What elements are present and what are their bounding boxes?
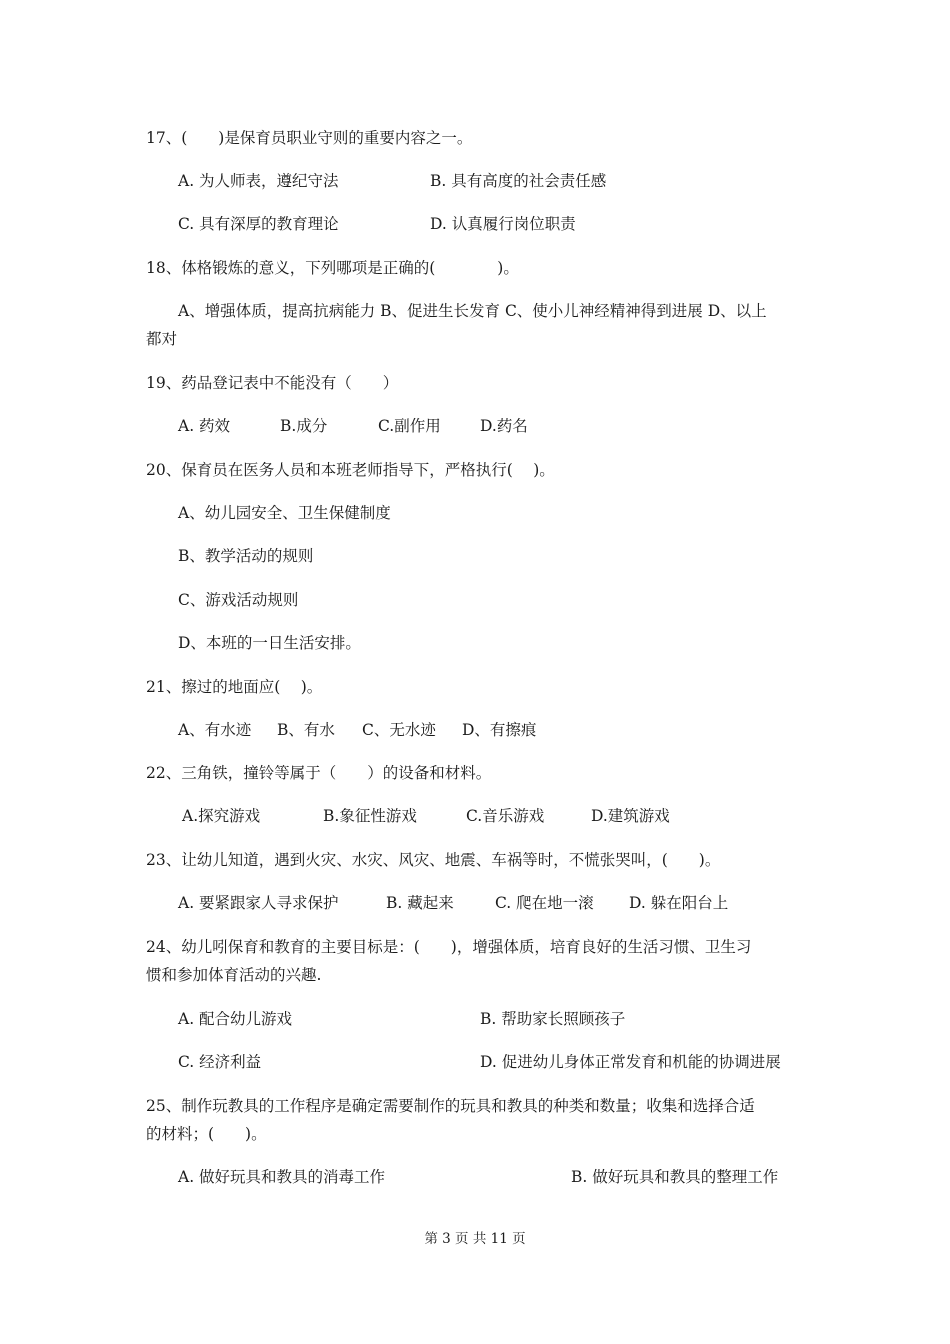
- q24-stem-line2: 惯和参加体育活动的兴趣.: [146, 966, 322, 984]
- q25-option-b: B. 做好玩具和教具的整理工作: [571, 1168, 779, 1186]
- q25-stem-line2: 的材料；( )。: [146, 1125, 267, 1143]
- q24-option-c: C. 经济利益: [178, 1053, 262, 1071]
- q25-option-a: A. 做好玩具和教具的消毒工作: [178, 1168, 386, 1186]
- q17-option-c: C. 具有深厚的教育理论: [178, 215, 339, 233]
- q18-options-line2: 都对: [146, 330, 178, 348]
- q20-stem: 20、保育员在医务人员和本班老师指导下，严格执行( )。: [146, 461, 555, 479]
- q23-option-a: A. 要紧跟家人寻求保护: [178, 894, 339, 912]
- q24-option-b: B. 帮助家长照顾孩子: [480, 1010, 626, 1028]
- q24-stem-line1: 24、幼儿吲保育和教育的主要目标是：( )，增强体质，培育良好的生活习惯、卫生习: [146, 938, 752, 956]
- page-number-footer: 第 3 页 共 11 页: [424, 1231, 526, 1247]
- q22-option-d: D.建筑游戏: [591, 807, 670, 825]
- q23-option-b: B. 藏起来: [386, 894, 454, 912]
- q19-option-d: D.药名: [480, 417, 528, 435]
- q22-option-a: A.探究游戏: [182, 807, 261, 825]
- q22-stem: 22、三角铁，撞铃等属于（ ）的设备和材料。: [146, 764, 492, 782]
- q22-option-b: B.象征性游戏: [323, 807, 417, 825]
- q21-option-d: D、有擦痕: [462, 721, 537, 739]
- q19-option-b: B.成分: [280, 417, 328, 435]
- q24-option-d: D. 促进幼儿身体正常发育和机能的协调进展: [480, 1053, 781, 1071]
- q20-option-d: D、本班的一日生活安排。: [178, 634, 361, 652]
- q23-stem: 23、让幼儿知道，遇到火灾、水灾、风灾、地震、车祸等时，不慌张哭叫，( )。: [146, 851, 721, 869]
- q18-options-line1: A、增强体质，提高抗病能力 B、促进生长发育 C、使小儿神经精神得到进展 D、以上: [178, 302, 767, 320]
- q17-stem: 17、( )是保育员职业守则的重要内容之一。: [146, 129, 473, 147]
- q21-option-c: C、无水迹: [362, 721, 436, 739]
- q17-option-b: B. 具有高度的社会责任感: [430, 172, 607, 190]
- q21-option-a: A、有水迹: [178, 721, 252, 739]
- q20-option-c: C、游戏活动规则: [178, 591, 299, 609]
- q19-option-c: C.副作用: [378, 417, 441, 435]
- q21-stem: 21、擦过的地面应( )。: [146, 678, 323, 696]
- q17-option-d: D. 认真履行岗位职责: [430, 215, 576, 233]
- q23-option-d: D. 躲在阳台上: [629, 894, 729, 912]
- q20-option-b: B、教学活动的规则: [178, 547, 314, 565]
- q18-stem: 18、体格锻炼的意义，下列哪项是正确的( )。: [146, 259, 519, 277]
- q19-stem: 19、药品登记表中不能没有（ ）: [146, 374, 399, 392]
- q25-stem-line1: 25、制作玩教具的工作程序是确定需要制作的玩具和教具的种类和数量；收集和选择合适: [146, 1097, 755, 1115]
- q17-option-a: A. 为人师表，遵纪守法: [178, 172, 339, 190]
- q23-option-c: C. 爬在地一滚: [495, 894, 594, 912]
- q24-option-a: A. 配合幼儿游戏: [178, 1010, 293, 1028]
- q19-option-a: A. 药效: [178, 417, 231, 435]
- q20-option-a: A、幼儿园安全、卫生保健制度: [178, 504, 391, 522]
- q21-option-b: B、有水: [277, 721, 335, 739]
- q22-option-c: C.音乐游戏: [466, 807, 545, 825]
